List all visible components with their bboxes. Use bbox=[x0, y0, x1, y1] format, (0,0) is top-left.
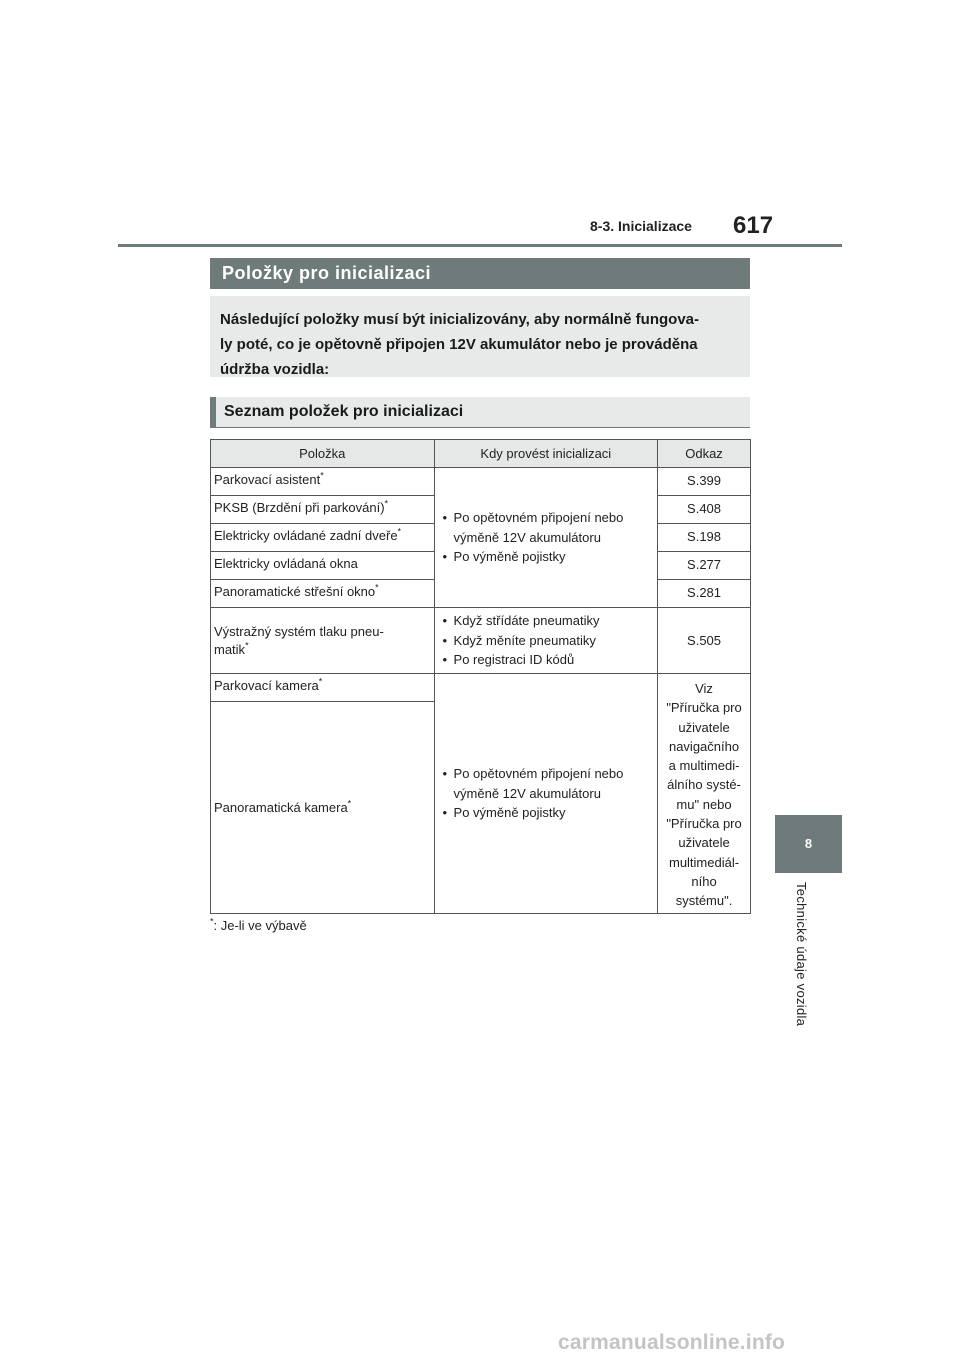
intro-paragraph bbox=[210, 296, 750, 377]
item-cell: Parkovací asistent* bbox=[211, 468, 435, 496]
footnote-mark: * bbox=[318, 676, 323, 687]
when-cell-group1 bbox=[434, 468, 658, 608]
table-row bbox=[211, 608, 751, 674]
footnote-mark: * bbox=[384, 498, 389, 509]
list-item: • Když měníte pneumatiky bbox=[443, 631, 652, 651]
footnote: *: Je-li ve výbavě bbox=[210, 916, 307, 933]
main-title: Položky pro inicializaci bbox=[210, 258, 750, 289]
initialization-table bbox=[210, 439, 751, 914]
item-cell: Elektricky ovládané zadní dveře* bbox=[211, 524, 435, 552]
ref-cell: S.505 bbox=[658, 608, 751, 674]
footnote-mark: * bbox=[245, 640, 249, 651]
section-title: 8-3. Inicializace bbox=[590, 218, 692, 234]
item-cell: Parkovací kamera* bbox=[211, 674, 435, 702]
sub-title: Seznam položek pro inicializaci bbox=[210, 397, 750, 427]
header-divider bbox=[118, 244, 842, 247]
header-item: Položka bbox=[211, 440, 435, 468]
list-item: • Po opětovném připojení nebo výměně 12V akumulátoru bbox=[443, 508, 652, 547]
ref-cell: S.408 bbox=[658, 496, 751, 524]
table-row bbox=[211, 468, 751, 496]
list-item: • Po opětovném připojení nebo výměně 12V akumulátoru bbox=[443, 764, 652, 803]
list-item: • Když střídáte pneumatiky bbox=[443, 611, 652, 631]
when-cell-tpms bbox=[434, 608, 658, 674]
header-ref: Odkaz bbox=[658, 440, 751, 468]
item-cell: Výstražný systém tlaku pneu- matik* bbox=[211, 608, 435, 674]
item-cell: PKSB (Brzdění při parkování)* bbox=[211, 496, 435, 524]
when-cell-group2 bbox=[434, 674, 658, 914]
watermark: carmanualsonline.info bbox=[558, 1331, 786, 1354]
page-number: 617 bbox=[733, 212, 774, 239]
table-header-row bbox=[211, 440, 751, 468]
intro-line: Následující položky musí být inicializovány, aby normálně fungova- bbox=[220, 311, 699, 328]
item-cell: Panoramatická kamera* bbox=[211, 702, 435, 914]
chapter-tab: 8 bbox=[775, 815, 842, 873]
ref-cell: S.277 bbox=[658, 552, 751, 580]
list-item: • Po výměně pojistky bbox=[443, 803, 652, 823]
footnote-mark: * bbox=[397, 526, 402, 537]
footnote-mark: * bbox=[320, 470, 324, 481]
item-cell: Panoramatické střešní okno* bbox=[211, 580, 435, 608]
ref-cell: S.281 bbox=[658, 580, 751, 608]
intro-line: ly poté, co je opětovně připojen 12V akumulátor nebo je prováděna bbox=[220, 336, 698, 353]
list-item: • Po registraci ID kódů bbox=[443, 650, 652, 670]
chapter-label: Technické údaje vozidla bbox=[794, 882, 809, 1027]
item-cell: Elektricky ovládaná okna bbox=[211, 552, 435, 580]
ref-cell: S.198 bbox=[658, 524, 751, 552]
list-item: • Po výměně pojistky bbox=[443, 547, 652, 567]
footnote-mark: * bbox=[347, 798, 352, 809]
ref-cell: S.399 bbox=[658, 468, 751, 496]
footnote-mark: * bbox=[375, 582, 379, 593]
table-row bbox=[211, 674, 751, 702]
sub-title-divider bbox=[210, 427, 750, 428]
header-when: Kdy provést inicializaci bbox=[434, 440, 658, 468]
intro-line: údržba vozidla: bbox=[220, 361, 330, 378]
footnote-mark: * bbox=[210, 916, 214, 927]
ref-cell-camera: Viz "Příručka pro uživatele navigačního a multimedi- álního systé- mu" nebo "Příručka pro uživatele multimediál- ního systému". bbox=[658, 674, 751, 914]
